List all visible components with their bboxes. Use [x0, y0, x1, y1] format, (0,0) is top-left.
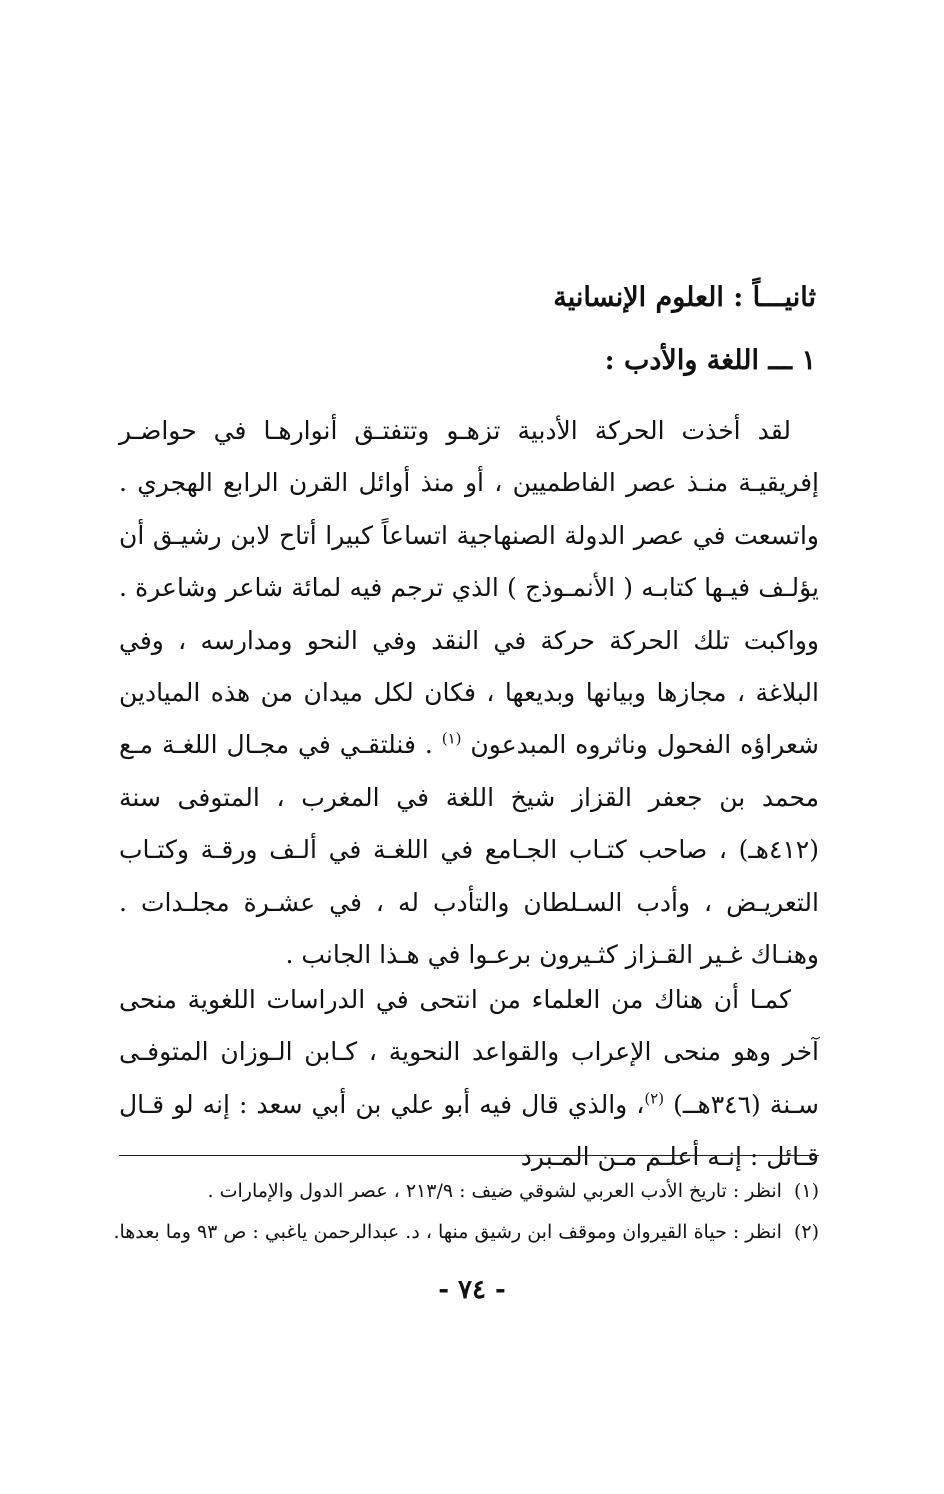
- section-heading: ثانيـــاً : العلوم الإنسانية: [553, 282, 816, 313]
- subsection-heading: ١ ـــ اللغة والأدب :: [604, 345, 816, 376]
- footnote-ref-2: (٢): [644, 1089, 665, 1108]
- footnote-2-number: (٢): [793, 1221, 819, 1243]
- paragraph-1-part-1: لقد أخذت الحركة الأدبية تزهـو وتتفتـق أنوارهـا في حواضـر إفريقيـة منـذ عصر الفاطميين ، أو منذ أوائل القرن الرابع الهجري . واتسعت في عصر الدولة الصنهاجية اتساعاً كبيرا أتاح لابن رشيـق أن يؤلـف فيـها كتابـه ( الأنمـوذج ) الذي ترجم فيه لمائة شاعر وشاعرة . وواكبت تلك الحركة حركة في النقد وفي النحو ومدارسه ، وفي البلاغة ، مجازها وبيانها وبديعها ، فكان لكل ميدان من هذه الميادين شعراؤه الفحول وناثروه المبدعون: [119, 416, 819, 760]
- page-number: - ٧٤ -: [438, 1275, 506, 1305]
- footnote-ref-1: (١): [441, 730, 462, 749]
- footnote-1-number: (١): [793, 1180, 819, 1202]
- paragraph-1: [119, 405, 819, 981]
- paragraph-2-part-2: ، والذي قال فيه أبو علي بن أبي سعد : إنه لو قـال قـائل : إنـه أعلـم مـن المـبرد: [119, 1089, 819, 1172]
- paragraph-2-part-1: كمـا أن هناك من العلماء من انتحى في الدراسات اللغوية منحى آخر وهو منحى الإعراب والقواعد النحوية ، كـابن الـوزان المتوفـى سـنة (٣٤٦هــ): [119, 985, 820, 1119]
- paragraph-2-text: [119, 974, 819, 1184]
- paragraph-1-text: [119, 405, 819, 981]
- footnote-2-text: انظر : حياة القيروان وموقف ابن رشيق منها ، د. عبدالرحمن ياغبي : ص ٩٣ وما بعدها.: [113, 1221, 782, 1243]
- paragraph-1-part-2: . فنلتقـي في مجـال اللغـة مـع محمد بن جعفر القزاز شيخ اللغة في المغرب ، المتوفى سنة (٤١٢هـ) ، صاحب كتـاب الجـامع في اللغـة في ألـف ورقـة وكتـاب التعريـض ، وأدب السـلطان والتأدب له ، في عشـرة مجلـدات . وهنـاك غـير القـزاز كثـيرون برعـوا في هـذا الجانب .: [119, 730, 819, 970]
- footnote-2: [113, 1218, 819, 1246]
- paragraph-2: [119, 974, 819, 1184]
- footnote-divider: [119, 1155, 819, 1156]
- footnote-1: [119, 1177, 819, 1205]
- footnote-1-text: انظر : تاريخ الأدب العربي لشوقي ضيف : ٢١٣/٩ ، عصر الدول والإمارات .: [207, 1180, 782, 1202]
